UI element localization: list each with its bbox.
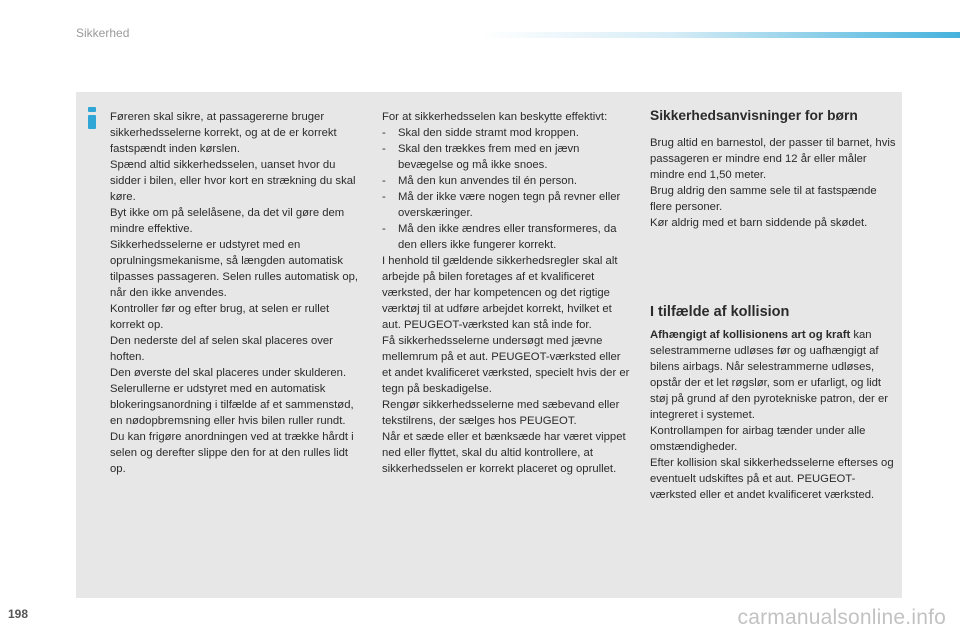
paragraph: Selerullerne er udstyret med en automatisk blokeringsanordning i tilfælde af et sammenstød, en nødopbremsning eller hvis bilen ruller rundt. Du kan frigøre anordningen ved at trække hårdt i selen og derefter slippe den for at den rulles lidt op. xyxy=(110,383,354,475)
paragraph xyxy=(650,327,900,423)
paragraph: Den øverste del skal placeres under skulderen. xyxy=(110,367,347,379)
paragraph: Når et sæde eller et bænksæde har været vippet ned eller flyttet, skal du altid kontrollere, at sikkerhedsselen er korrekt placeret og oprullet. xyxy=(382,431,626,475)
text-column-3-collision xyxy=(650,327,900,503)
list-item: - Skal den trækkes frem med en jævn bevægelse og må ikke snoes. xyxy=(382,141,632,173)
list-item: - Skal den sidde stramt mod kroppen. xyxy=(382,125,632,141)
heading-collision: I tilfælde af kollision xyxy=(650,304,790,320)
paragraph: Kør aldrig med et barn siddende på skødet. xyxy=(650,217,868,229)
paragraph: Brug altid en barnestol, der passer til barnet, hvis passageren er mindre end 12 år eller måler mindre end 1,50 meter. xyxy=(650,137,896,181)
list-item: - Må den kun anvendes til én person. xyxy=(382,173,632,189)
watermark: carmanualsonline.info xyxy=(737,606,946,629)
list-item: - Må der ikke være nogen tegn på revner eller overskæringer. xyxy=(382,189,632,221)
page-number: 198 xyxy=(8,607,29,621)
list-item: - Må den ikke ændres eller transformeres, da den ellers ikke fungerer korrekt. xyxy=(382,221,632,253)
info-icon-bar xyxy=(88,115,96,129)
paragraph: Brug aldrig den samme sele til at fastspænde flere personer. xyxy=(650,185,877,213)
paragraph: Den nederste del af selen skal placeres over hoften. xyxy=(110,335,333,363)
paragraph: I henhold til gældende sikkerhedsregler skal alt arbejde på bilen foretages af et kvalificeret værksted, der har kompetencen og det rigtige værktøj til at udføre arbejdet korrekt, hvilket et aut. PEUGEOT-værksted kan stå inde for. xyxy=(382,255,618,331)
info-icon xyxy=(85,107,99,129)
text-column-1 xyxy=(110,109,362,477)
text-column-3-children xyxy=(650,135,900,231)
bold-lead-text: Afhængigt af kollisionens art og kraft xyxy=(650,329,851,341)
paragraph: Føreren skal sikre, at passagererne bruger sikkerhedsselerne korrekt, og at de er korrekt fastspændt inden kørslen. xyxy=(110,111,337,155)
paragraph: For at sikkerhedsselen kan beskytte effektivt: xyxy=(382,111,608,123)
header-gradient-bar xyxy=(480,32,960,38)
info-icon-dot xyxy=(88,107,96,112)
section-header: Sikkerhed xyxy=(76,26,130,40)
text-column-2 xyxy=(382,109,632,477)
paragraph: Kontroller før og efter brug, at selen er rullet korrekt op. xyxy=(110,303,330,331)
paragraph: Efter kollision skal sikkerhedsselerne efterses og eventuelt udskiftes på et aut. PEUGEOT-værksted eller et andet kvalificeret værksted. xyxy=(650,457,894,501)
paragraph: Byt ikke om på selelåsene, da det vil gøre dem mindre effektive. xyxy=(110,207,345,235)
paragraph: Kontrollampen for airbag tænder under alle omstændigheder. xyxy=(650,425,866,453)
paragraph: Spænd altid sikkerhedsselen, uanset hvor du sidder i bilen, eller hvor kort en strækning du skal køre. xyxy=(110,159,356,203)
requirements-list xyxy=(382,125,632,253)
paragraph: Få sikkerhedsselerne undersøgt med jævne mellemrum på et aut. PEUGEOT-værksted eller et andet kvalificeret værksted, specielt hvis der er tegn på beskadigelse. xyxy=(382,335,630,395)
heading-child-safety: Sikkerhedsanvisninger for børn xyxy=(650,108,858,123)
paragraph: Rengør sikkerhedsselerne med sæbevand eller tekstilrens, der sælges hos PEUGEOT. xyxy=(382,399,620,427)
paragraph: Sikkerhedsselerne er udstyret med en oprulningsmekanisme, så længden automatisk tilpasses passageren. Selen rulles automatisk op, når den ikke anvendes. xyxy=(110,239,359,299)
paragraph-text: kan selestrammerne udløses før og uafhængigt af bilens airbags. Når selestrammerne udløses, opstår der et let røgslør, som er ufarligt, og lidt støj på grund af den pyrotekniske patron, der er integreret i systemet. xyxy=(650,329,888,421)
